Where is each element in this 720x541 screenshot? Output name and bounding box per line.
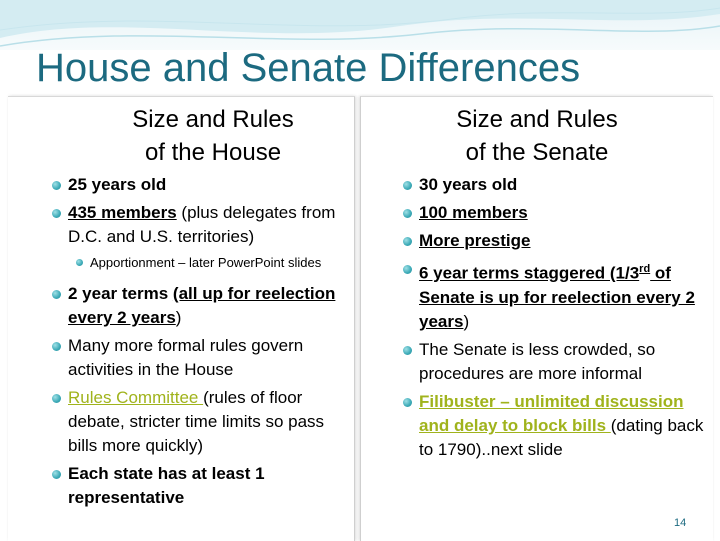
bullet-icon: [52, 342, 61, 351]
bullet-icon: [52, 470, 61, 479]
senate-heading-line2: of the Senate: [465, 139, 609, 166]
list-item: [12, 462, 348, 510]
senate-terms-detail: of Senate is up for reelection every 2 years: [419, 263, 695, 331]
house-rules: Many more formal rules govern activities in the House: [68, 336, 304, 379]
house-members-note: (plus delegates from D.C. and U.S. territories): [68, 203, 336, 246]
rules-committee-note: (rules of floor debate, stricter time limits so pass bills more quickly): [68, 388, 325, 455]
house-panel: [8, 96, 355, 541]
house-heading: [78, 103, 348, 169]
slide-title: House and Senate Differences: [36, 46, 581, 90]
senate-prestige: More prestige: [419, 231, 531, 250]
house-terms-close: ): [175, 308, 182, 327]
list-item: [375, 201, 711, 225]
list-item: [12, 386, 348, 458]
house-representation: Each state has at least 1 representative: [68, 464, 265, 507]
bullet-icon: [52, 209, 61, 218]
top-banner: [0, 0, 720, 50]
bullet-icon: [403, 398, 412, 407]
senate-age: 30 years old: [419, 175, 518, 194]
bullet-icon: [403, 237, 412, 246]
filibuster-link[interactable]: Filibuster – unlimited discussion and delay to block bills: [419, 391, 684, 435]
bullet-icon: [403, 346, 412, 355]
list-item: [12, 282, 348, 330]
bullet-icon: [403, 209, 412, 218]
bullet-icon: [76, 259, 83, 266]
bullet-icon: [52, 394, 61, 403]
senate-members: 100 members: [419, 203, 528, 222]
list-item: [375, 390, 711, 462]
rules-committee-link[interactable]: Rules Committee: [68, 388, 204, 407]
house-heading-line1: Size and Rules: [132, 106, 294, 133]
bullet-icon: [52, 181, 61, 190]
list-item: [12, 334, 348, 382]
house-heading-line2: of the House: [144, 139, 282, 166]
filibuster-note: (dating back to 1790)..next slide: [419, 415, 704, 459]
house-members: 435 members: [68, 203, 177, 222]
senate-terms-sup: rd: [639, 263, 651, 275]
senate-terms: 6 year terms staggered (1/3: [419, 263, 640, 283]
list-item: [375, 229, 711, 253]
list-item: [375, 338, 711, 386]
senate-terms-close: ): [463, 311, 470, 331]
senate-panel: [360, 96, 713, 541]
senate-heading-line1: Size and Rules: [456, 106, 618, 133]
list-item: [375, 173, 711, 197]
senate-heading: [427, 103, 647, 169]
list-item: [12, 173, 348, 197]
list-item: [375, 257, 711, 334]
house-age: 25 years old: [68, 175, 167, 194]
bullet-icon: [403, 265, 412, 274]
bullet-icon: [403, 181, 412, 190]
senate-procedures: The Senate is less crowded, so procedures are more informal: [419, 339, 656, 383]
apportionment-note: Apportionment – later PowerPoint slides: [90, 255, 322, 270]
bullet-icon: [52, 290, 61, 299]
list-item: [12, 201, 348, 249]
house-terms: 2 year terms: [68, 284, 173, 303]
senate-list: [375, 173, 711, 466]
page-number: 14: [674, 517, 687, 529]
house-list: [12, 173, 348, 514]
house-terms-detail: (all up for reelection every 2 years: [68, 284, 336, 327]
wave-decoration: [0, 0, 720, 50]
list-subitem: [12, 253, 348, 272]
